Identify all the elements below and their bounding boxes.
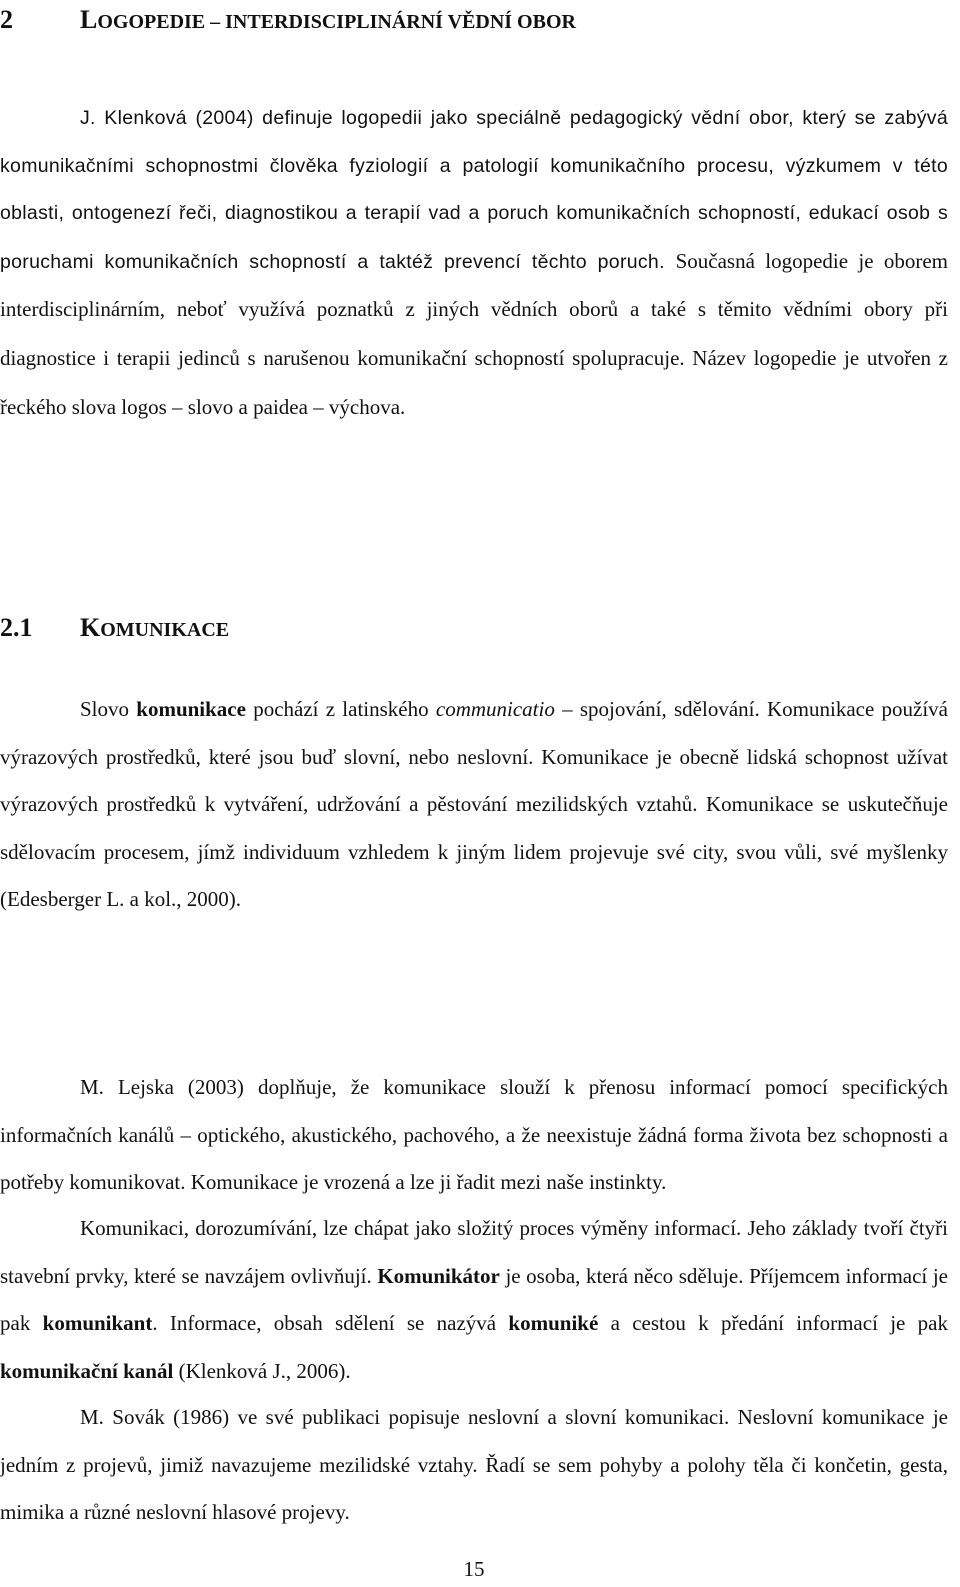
- bold-term: komunikant: [42, 1311, 153, 1336]
- bold-term: komuniké: [508, 1311, 599, 1336]
- text-run: Slovo: [80, 697, 137, 721]
- text-run: (Klenková J., 2006).: [173, 1358, 351, 1383]
- section-title-rest: OMUNIKACE: [100, 619, 230, 641]
- text-run: je osoba, která něco sděluje. Příjemcem informací je pak: [0, 1263, 948, 1336]
- chapter-title-initial: L: [80, 5, 98, 34]
- section-number: 2.1: [0, 613, 33, 642]
- section-heading: [0, 608, 229, 650]
- intro-paragraph-part1: J. Klenková (2004) definuje logopedii jako speciálně pedagogický vědní obor, který se zabývá komunikačními schopnostmi člověka fyziologií a patologií komunikačního procesu, výzkumem v této oblasti, ontogenezí řeči, diagnostikou a terapií vad a poruch komunikačních schopností, edukací osob s poruchami komunikačních schopností a taktéž prevencí těchto poruch.: [0, 107, 948, 273]
- page-number: 15: [463, 1557, 485, 1581]
- intro-paragraph-part2: Současná logopedie je oborem interdisciplinárním, neboť využívá poznatků z jiných vědních oborů a také s těmito vědními obory při diagnostice i terapii jedinců s narušenou komunikační schopností spolupracuje. Název logopedie je utvořen z řeckého slova logos – slovo a paidea – výchova.: [0, 248, 948, 419]
- intro-paragraph: [0, 95, 948, 432]
- text-run: pochází z latinského: [245, 697, 436, 721]
- text-run: – spojování, sdělování. Komunikace používá výrazových prostředků, které jsou buď slovní, nebo neslovní. Komunikace je obecně lidská schopnost užívat výrazových prostředků k vytváření, udržování a pěstování mezilidských vztahů. Komunikace se uskutečňuje sdělovacím procesem, jímž individuum vzhledem k jiným lidem projevuje své city, svou vůli, své myšlenky (Edesberger L. a kol., 2000).: [0, 697, 949, 912]
- text-run: . Informace, obsah sdělení se nazývá: [152, 1311, 509, 1336]
- komunikace-paragraph: [0, 686, 948, 924]
- lejska-paragraph: M. Lejska (2003) doplňuje, že komunikace slouží k přenosu informací pomocí specifických informačních kanálů – optického, akustického, pachového, a že neexistuje žádná forma života bez schopnosti a potřeby komunikovat. Komunikace je vrozená a lze ji řadit mezi naše instinkty.: [0, 1075, 948, 1195]
- bold-term: Komunikátor: [377, 1263, 500, 1288]
- chapter-number: 2: [0, 5, 13, 34]
- komunikace-elements-paragraph: [0, 1205, 948, 1395]
- chapter-heading: [0, 0, 576, 42]
- italic-term: communicatio: [435, 697, 555, 721]
- text-run: a cestou k předání informací je pak: [598, 1311, 948, 1336]
- text-run: Komunikaci, dorozumívání, lze chápat jako složitý proces výměny informací. Jeho základy tvoří čtyři stavební prvky, které se navzájem ovlivňují.: [0, 1216, 948, 1288]
- sovak-paragraph: M. Sovák (1986) ve své publikaci popisuje neslovní a slovní komunikaci. Neslovní komunikace je jedním z projevů, jimiž navazujeme mezilidské vztahy. Řadí se sem pohyby a polohy těla či končetin, gesta, mimika a různé neslovní hlasové projevy.: [0, 1405, 948, 1525]
- bold-term: komunikační kanál: [0, 1358, 174, 1383]
- chapter-title-rest: OGOPEDIE – INTERDISCIPLINÁRNÍ VĚDNÍ OBOR: [97, 11, 576, 33]
- bold-term: komunikace: [136, 697, 246, 721]
- section-title-initial: K: [80, 613, 101, 642]
